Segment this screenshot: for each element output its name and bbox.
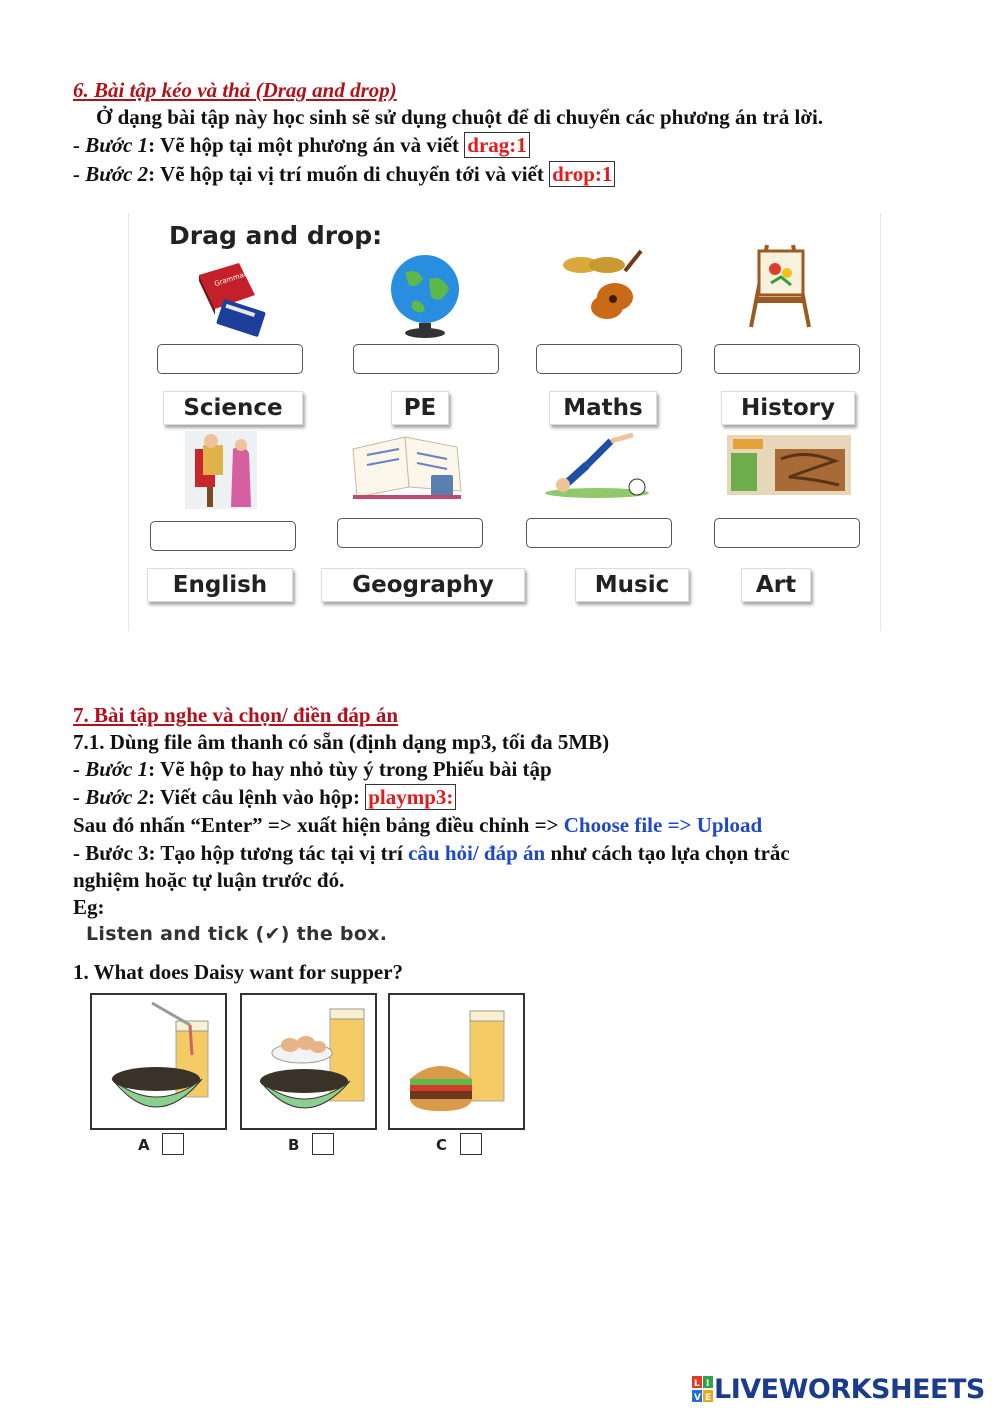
svg-text:Grammar: Grammar bbox=[213, 270, 248, 289]
s7-step1-label: - Bước 1 bbox=[73, 757, 149, 781]
section6-step2 bbox=[73, 162, 615, 187]
upload-hint: Choose file => Upload bbox=[563, 813, 763, 837]
section7-step1 bbox=[73, 757, 552, 782]
drop-code: drop:1 bbox=[549, 161, 615, 187]
drag-label-music[interactable]: Music bbox=[575, 568, 689, 602]
globe-image bbox=[383, 249, 467, 341]
option-c-picture bbox=[388, 993, 525, 1130]
brand-name: LIVEWORKSHEETS bbox=[714, 1374, 985, 1405]
books-image bbox=[189, 255, 269, 337]
drop-box[interactable] bbox=[526, 518, 672, 548]
drag-label-geography[interactable]: Geography bbox=[321, 568, 525, 602]
drag-code: drag:1 bbox=[464, 132, 530, 158]
drop-box[interactable] bbox=[337, 518, 483, 548]
option-a-checkbox[interactable] bbox=[162, 1133, 184, 1155]
logo-letter: L bbox=[694, 1378, 700, 1389]
section7-enter bbox=[73, 813, 762, 838]
football-player-image bbox=[537, 431, 657, 501]
drag-label-art[interactable]: Art bbox=[741, 568, 811, 602]
step3-text: - Bước 3: Tạo hộp tương tác tại vị trí bbox=[73, 841, 409, 865]
section6-step1 bbox=[73, 133, 530, 158]
drop-box[interactable] bbox=[157, 344, 303, 374]
section7-subheading: 7.1. Dùng file âm thanh có sẵn (định dạng mp3, tối đa 5MB) bbox=[73, 730, 610, 754]
logo-letter: E bbox=[705, 1392, 712, 1403]
drag-label-history[interactable]: History bbox=[721, 391, 855, 425]
option-b-picture bbox=[240, 993, 377, 1130]
section7-step3-cont: nghiệm hoặc tự luận trước đó. bbox=[73, 868, 345, 892]
question-text: 1. What does Daisy want for supper? bbox=[73, 960, 404, 984]
drag-drop-title: Drag and drop: bbox=[169, 221, 383, 250]
option-a-letter: A bbox=[138, 1136, 150, 1154]
roman-soldiers-image bbox=[181, 429, 261, 511]
s7-step2-label: - Bước 2 bbox=[73, 785, 149, 809]
drop-box[interactable] bbox=[536, 344, 682, 374]
enter-text: Sau đó nhấn “Enter” => xuất hiện bảng điều chỉnh => bbox=[73, 813, 564, 837]
s7-step2-text: : Viết câu lệnh vào hộp: bbox=[148, 785, 366, 809]
drag-label-pe[interactable]: PE bbox=[391, 391, 449, 425]
liveworksheets-brand bbox=[692, 1374, 985, 1405]
section7-step2 bbox=[73, 785, 456, 810]
step3-rest: như cách tạo lựa chọn trắc bbox=[545, 841, 790, 865]
s7-step1-text: : Vẽ hộp to hay nhỏ tùy ý trong Phiếu bài tập bbox=[148, 757, 552, 781]
easel-image bbox=[737, 239, 823, 331]
drag-label-maths[interactable]: Maths bbox=[549, 391, 657, 425]
playmp3-code: playmp3: bbox=[365, 784, 456, 810]
step3-blue: câu hỏi/ đáp án bbox=[408, 841, 546, 865]
drop-box[interactable] bbox=[150, 521, 296, 551]
section7-heading: 7. Bài tập nghe và chọn/ điền đáp án bbox=[73, 703, 399, 727]
step2-label: - Bước 2 bbox=[73, 162, 149, 186]
drop-box[interactable] bbox=[714, 518, 860, 548]
instruments-image bbox=[561, 243, 651, 325]
logo-letter: I bbox=[706, 1378, 710, 1389]
example-label: Eg: bbox=[73, 895, 105, 919]
drag-label-english[interactable]: English bbox=[147, 568, 293, 602]
drag-drop-panel bbox=[128, 213, 881, 631]
logo-letter: V bbox=[694, 1392, 701, 1403]
liveworksheets-logo-icon bbox=[692, 1376, 714, 1404]
step1-text: : Vẽ hộp tại một phương án và viết bbox=[148, 133, 465, 157]
option-b-letter: B bbox=[288, 1136, 300, 1154]
section7-step3 bbox=[73, 841, 790, 866]
step2-text: : Vẽ hộp tại vị trí muốn di chuyển tới và viết bbox=[148, 162, 550, 186]
classroom-model-image bbox=[725, 429, 853, 501]
drag-label-science[interactable]: Science bbox=[163, 391, 303, 425]
section6-heading: 6. Bài tập kéo và thả (Drag and drop) bbox=[73, 78, 397, 102]
step1-label: - Bước 1 bbox=[73, 133, 149, 157]
drop-box[interactable] bbox=[714, 344, 860, 374]
option-b-checkbox[interactable] bbox=[312, 1133, 334, 1155]
option-a-picture bbox=[90, 993, 227, 1130]
drop-box[interactable] bbox=[353, 344, 499, 374]
section6-intro: Ở dạng bài tập này học sinh sẽ sử dụng chuột để di chuyển các phương án trả lời. bbox=[96, 105, 824, 129]
option-c-letter: C bbox=[436, 1136, 448, 1154]
open-notebook-image bbox=[347, 431, 467, 503]
option-c-checkbox[interactable] bbox=[460, 1133, 482, 1155]
listen-instruction: Listen and tick (✔) the box. bbox=[86, 923, 388, 945]
